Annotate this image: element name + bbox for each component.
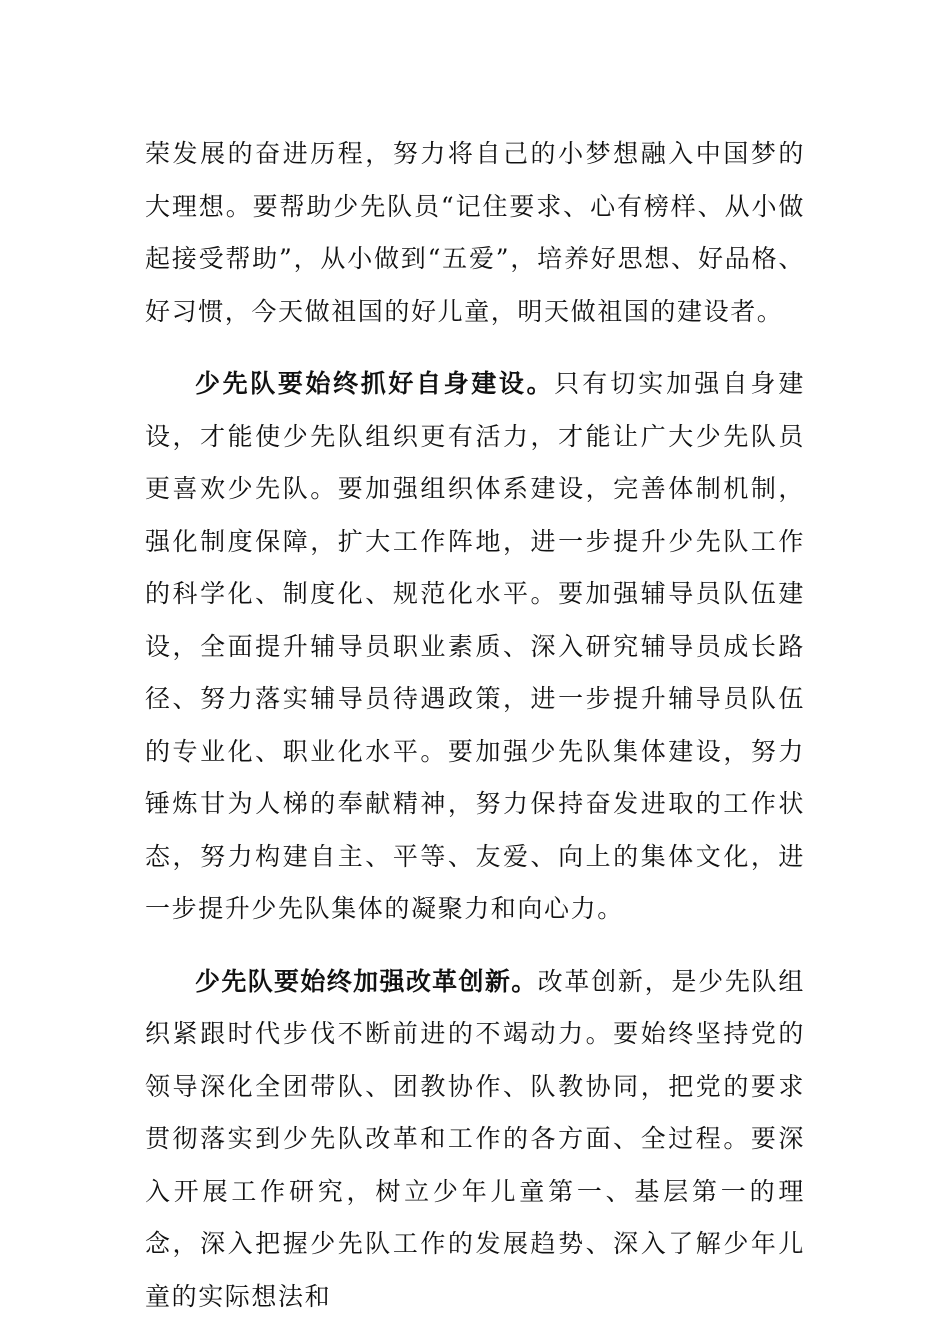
document-body: [145, 128, 805, 1323]
paragraph-self-construction: [145, 358, 805, 936]
paragraph-heading: 少先队要始终抓好自身建设。: [195, 369, 555, 398]
paragraph-continuation: [145, 128, 805, 338]
paragraph-text: 改革创新，是少先队组织紧跟时代步伐不断前进的不竭动力。要始终坚持党的领导深化全团带队、团教协作、队教协同，把党的要求贯彻落实到少先队改革和工作的各方面、全过程。要深入开展工作研究，树立少年儿童第一、基层第一的理念，深入把握少先队工作的发展趋势、深入了解少年儿童的实际想法和: [145, 966, 805, 1311]
paragraph-text: 荣发展的奋进历程，努力将自己的小梦想融入中国梦的大理想。要帮助少先队员“记住要求、心有榜样、从小做起接受帮助”，从小做到“五爱”，培养好思想、好品格、好习惯，今天做祖国的好儿童，明天做祖国的建设者。: [145, 139, 805, 326]
paragraph-heading: 少先队要始终加强改革创新。: [195, 966, 538, 996]
paragraph-reform-innovation: [145, 956, 805, 1324]
paragraph-text: 只有切实加强自身建设，才能使少先队组织更有活力，才能让广大少先队员更喜欢少先队。要加强组织体系建设，完善体制机制，强化制度保障，扩大工作阵地，进一步提升少先队工作的科学化、制度化、规范化水平。要加强辅导员队伍建设，全面提升辅导员职业素质、深入研究辅导员成长路径、努力落实辅导员待遇政策，进一步提升辅导员队伍的专业化、职业化水平。要加强少先队集体建设，努力锤炼甘为人梯的奉献精神，努力保持奋发进取的工作状态，努力构建自主、平等、友爱、向上的集体文化，进一步提升少先队集体的凝聚力和向心力。: [145, 369, 805, 923]
